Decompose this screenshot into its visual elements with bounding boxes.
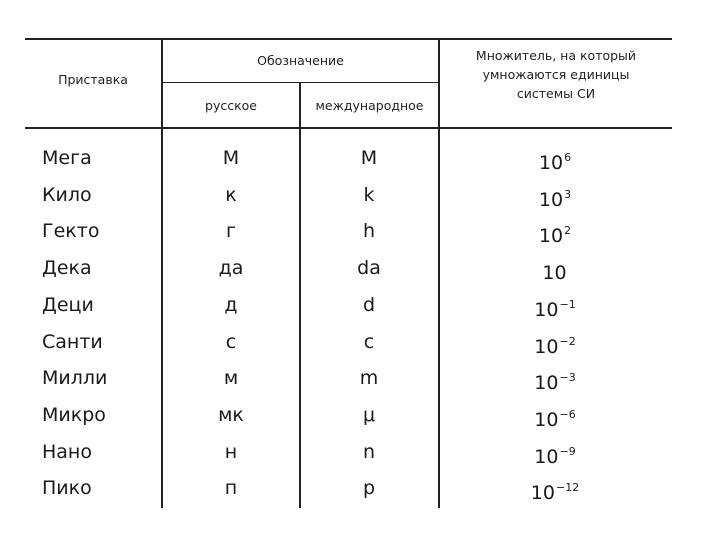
prefix-name: Деци	[42, 293, 94, 316]
international-symbol: μ	[362, 403, 376, 426]
table-top-border	[25, 38, 672, 40]
prefix-name: Микро	[42, 403, 106, 426]
table-row	[0, 397, 720, 433]
russian-symbol: к	[225, 183, 237, 206]
designation-divider	[162, 82, 440, 83]
multiplier	[440, 287, 670, 323]
multiplier	[440, 360, 670, 396]
prefix-name: Милли	[42, 367, 108, 390]
multiplier-base: 10	[534, 445, 559, 468]
header-bottom-border	[25, 127, 672, 129]
russian-symbol: п	[224, 477, 238, 500]
international-symbol: k	[363, 183, 375, 206]
russian-symbol: м	[223, 367, 239, 390]
international-symbol: da	[357, 257, 381, 280]
multiplier	[440, 434, 670, 470]
multiplier	[440, 397, 670, 433]
multiplier-base: 10	[530, 482, 555, 505]
multiplier	[440, 213, 670, 249]
multiplier-base: 10	[534, 372, 559, 395]
multiplier	[440, 177, 670, 213]
prefix-name: Кило	[42, 183, 92, 206]
prefix-name: Санти	[42, 330, 103, 353]
table-row	[0, 287, 720, 323]
russian-symbol: М	[222, 147, 240, 169]
multiplier-exponent: 6	[564, 151, 572, 164]
header-designation: Обозначение	[257, 53, 344, 68]
table-row	[0, 470, 720, 506]
russian-symbol: н	[224, 440, 238, 463]
multiplier-base: 10	[538, 188, 564, 211]
prefix-name: Гекто	[42, 220, 100, 243]
multiplier-base: 10	[534, 335, 559, 358]
table-row	[0, 434, 720, 470]
multiplier-exponent: −1	[559, 297, 576, 311]
russian-symbol: д	[224, 293, 238, 316]
header-multiplier: Множитель, на который умножаются единицы системы СИ	[475, 48, 637, 101]
multiplier-exponent: −9	[559, 444, 576, 458]
multiplier-base: 10	[534, 298, 559, 321]
multiplier-base: 10	[542, 262, 567, 285]
international-symbol: d	[362, 293, 376, 316]
prefix-name: Нано	[42, 440, 92, 463]
russian-symbol: с	[225, 330, 237, 353]
multiplier	[440, 140, 670, 176]
header-international: международное	[315, 98, 424, 113]
multiplier-exponent: −6	[559, 407, 576, 421]
prefix-name: Дека	[42, 257, 92, 280]
prefix-name: Пико	[42, 477, 92, 500]
international-symbol: n	[362, 440, 376, 463]
prefix-name: Мега	[42, 147, 92, 169]
international-symbol: m	[359, 367, 379, 390]
russian-symbol: г	[226, 220, 236, 243]
multiplier-base: 10	[534, 408, 559, 431]
russian-symbol: да	[218, 257, 244, 280]
multiplier-exponent: −3	[559, 371, 576, 385]
international-symbol: M	[360, 147, 378, 169]
table-row	[0, 140, 720, 176]
table-row	[0, 250, 720, 286]
multiplier	[440, 324, 670, 360]
header-russian: русское	[205, 98, 257, 113]
multiplier	[440, 250, 670, 286]
international-symbol: c	[363, 330, 375, 353]
multiplier-base: 10	[538, 225, 564, 248]
multiplier	[440, 470, 670, 506]
multiplier-exponent: −2	[559, 334, 576, 348]
table-row	[0, 177, 720, 213]
table-row	[0, 360, 720, 396]
international-symbol: h	[362, 220, 376, 243]
multiplier-exponent: 3	[564, 187, 572, 201]
multiplier-exponent: 2	[564, 224, 572, 238]
multiplier-base: 10	[538, 152, 564, 174]
russian-symbol: мк	[218, 403, 244, 426]
header-prefix: Приставка	[58, 72, 128, 87]
international-symbol: p	[362, 477, 376, 500]
multiplier-exponent: −12	[555, 481, 580, 495]
table-row	[0, 324, 720, 360]
table-row	[0, 213, 720, 249]
